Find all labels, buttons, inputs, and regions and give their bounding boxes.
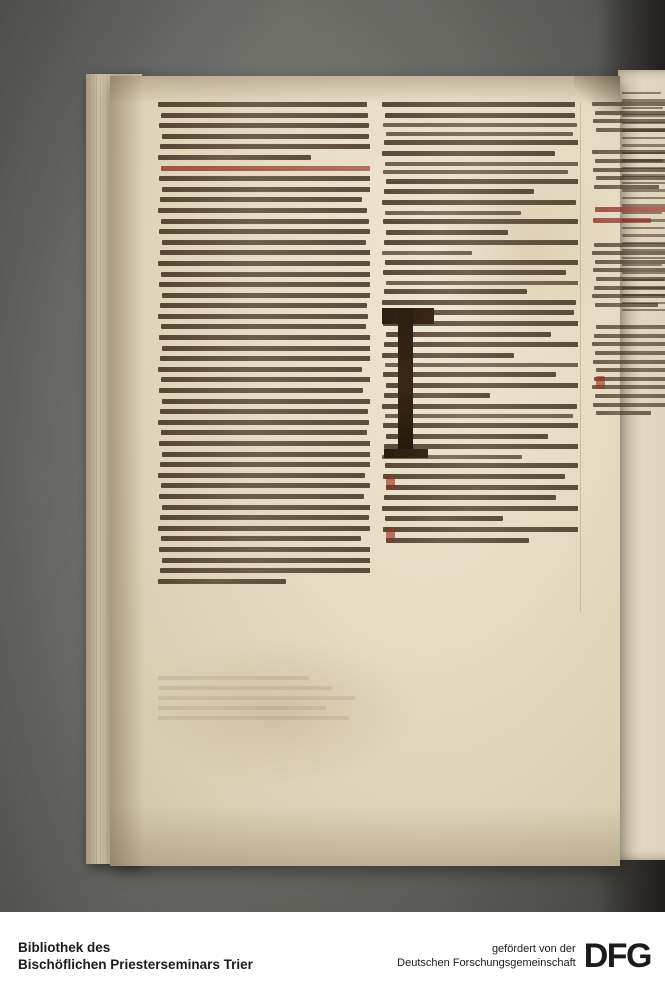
- text-line: [595, 303, 658, 307]
- text-line: [158, 367, 362, 372]
- text-line: [162, 346, 370, 351]
- text-line: [385, 463, 578, 468]
- manuscript-leaf: [110, 76, 620, 866]
- text-line: [382, 151, 555, 156]
- text-line: [595, 351, 665, 355]
- dfg-logo: DFG: [583, 937, 651, 975]
- text-line: [158, 579, 286, 584]
- text-line: [159, 335, 370, 340]
- leaf-edge-line: [100, 74, 101, 864]
- initial-foot-stroke: [384, 449, 428, 458]
- text-line: [595, 260, 665, 264]
- text-line: [158, 473, 365, 478]
- text-line: [383, 474, 565, 479]
- text-line: [158, 208, 367, 213]
- text-line: [592, 251, 665, 255]
- text-line: [158, 155, 311, 160]
- text-line: [592, 150, 665, 154]
- text-line: [383, 123, 577, 127]
- text-line: [592, 102, 665, 106]
- text-line: [594, 334, 665, 338]
- text-line: [162, 293, 370, 298]
- leaf-edge-line: [93, 74, 94, 864]
- decorated-initial: [382, 308, 442, 458]
- text-line: [161, 219, 369, 224]
- text-line: [162, 399, 370, 404]
- initial-stem-stroke: [398, 308, 413, 458]
- text-line: [382, 506, 578, 511]
- faded-text-line: [158, 716, 349, 720]
- faded-text-block: [158, 676, 368, 736]
- text-line: [385, 260, 578, 265]
- text-line: [158, 420, 369, 425]
- text-line: [384, 495, 556, 500]
- faded-text-line: [158, 696, 355, 700]
- library-credit-line1: Bibliothek des: [18, 940, 111, 955]
- text-line: [383, 270, 566, 275]
- leaf-edge-line: [96, 74, 97, 864]
- text-line: [159, 282, 370, 287]
- rubric-mark-2: [386, 528, 395, 541]
- text-line: [386, 132, 573, 136]
- text-line: [160, 197, 362, 202]
- text-line-gap: [592, 136, 665, 146]
- text-line: [386, 179, 578, 184]
- text-line: [159, 494, 364, 499]
- text-column-left: [158, 102, 370, 622]
- text-line: [595, 394, 665, 398]
- text-line: [162, 240, 366, 245]
- text-line: [384, 189, 534, 194]
- text-line-gap: [592, 193, 665, 203]
- text-line: [593, 403, 665, 407]
- text-line: [160, 568, 370, 573]
- text-line: [593, 119, 665, 123]
- footer-bar: [0, 912, 665, 1000]
- column-divider: [580, 102, 581, 612]
- text-line: [158, 102, 367, 107]
- text-line: [161, 166, 370, 171]
- text-line-gap: [592, 229, 665, 239]
- faded-text-line: [158, 706, 326, 710]
- text-line: [596, 411, 651, 415]
- text-line: [594, 286, 665, 290]
- text-line: [596, 325, 665, 329]
- text-line: [384, 289, 527, 294]
- text-line: [384, 240, 578, 245]
- text-line: [162, 187, 370, 192]
- text-line: [159, 441, 370, 446]
- text-line: [594, 185, 659, 189]
- text-line: [382, 200, 576, 205]
- text-line: [160, 515, 369, 520]
- text-line: [161, 113, 368, 118]
- text-line: [593, 360, 665, 364]
- text-line: [159, 229, 370, 234]
- text-line: [594, 243, 665, 247]
- text-line: [595, 159, 665, 163]
- text-line: [596, 368, 665, 372]
- text-line: [384, 140, 578, 145]
- text-line: [385, 113, 575, 118]
- leaf-edge-line: [89, 74, 90, 864]
- text-line: [386, 281, 578, 285]
- text-line: [160, 462, 370, 467]
- text-line: [159, 547, 370, 552]
- text-line: [382, 102, 575, 107]
- funder-line2: Deutschen Forschungsgemeinschaft: [397, 957, 576, 969]
- text-line: [596, 128, 665, 132]
- faded-text-line: [158, 676, 309, 680]
- text-line: [593, 168, 665, 172]
- text-line: [161, 483, 370, 488]
- text-line: [596, 176, 665, 180]
- text-line: [159, 176, 370, 181]
- leaf-edge-line: [103, 74, 104, 864]
- text-line: [596, 277, 665, 281]
- text-line: [592, 294, 665, 298]
- text-line: [159, 123, 369, 128]
- text-line: [386, 538, 529, 543]
- text-line: [158, 526, 370, 531]
- funder-text: [397, 942, 576, 970]
- text-line: [595, 207, 665, 212]
- text-line: [159, 388, 363, 393]
- leaf-top-shading: [110, 76, 620, 104]
- text-line: [160, 250, 370, 255]
- text-line: [386, 230, 508, 235]
- text-line: [385, 211, 521, 215]
- rubric-mark-3: [596, 376, 605, 389]
- text-line: [160, 144, 370, 149]
- text-line: [161, 430, 367, 435]
- text-line: [595, 111, 665, 115]
- library-credit-line2: Bischöflichen Priesterseminars Trier: [18, 957, 253, 972]
- text-line: [162, 558, 370, 563]
- text-line-gap: [592, 311, 665, 321]
- text-line: [386, 485, 578, 490]
- text-line: [160, 356, 370, 361]
- text-line: [593, 218, 651, 223]
- text-line: [593, 268, 665, 272]
- text-line: [385, 162, 578, 166]
- text-line: [382, 251, 472, 255]
- faded-text-line: [158, 686, 332, 690]
- leaf-bottom-shading: [110, 806, 620, 866]
- rubric-mark-1: [386, 476, 395, 489]
- text-line: [385, 516, 503, 521]
- text-line: [162, 452, 370, 457]
- text-line: [160, 303, 367, 308]
- facing-page-line: [622, 92, 661, 94]
- text-line: [161, 377, 370, 382]
- text-line: [158, 261, 370, 266]
- text-line: [160, 409, 368, 414]
- text-line: [382, 300, 576, 305]
- text-line: [383, 170, 568, 174]
- leaf-left-shading: [110, 76, 144, 866]
- text-line: [161, 536, 361, 541]
- text-line: [161, 324, 366, 329]
- text-line: [161, 272, 370, 277]
- text-line: [162, 134, 369, 139]
- text-line: [162, 505, 370, 510]
- text-column-margin: [592, 102, 665, 622]
- library-credit: [18, 939, 253, 973]
- text-line: [383, 219, 578, 224]
- text-line: [592, 342, 665, 346]
- text-line: [383, 527, 578, 532]
- leaf-edge-line: [107, 74, 108, 864]
- funder-line1: gefördert von der: [491, 943, 576, 955]
- text-line: [158, 314, 368, 319]
- funder-credit: [397, 939, 651, 973]
